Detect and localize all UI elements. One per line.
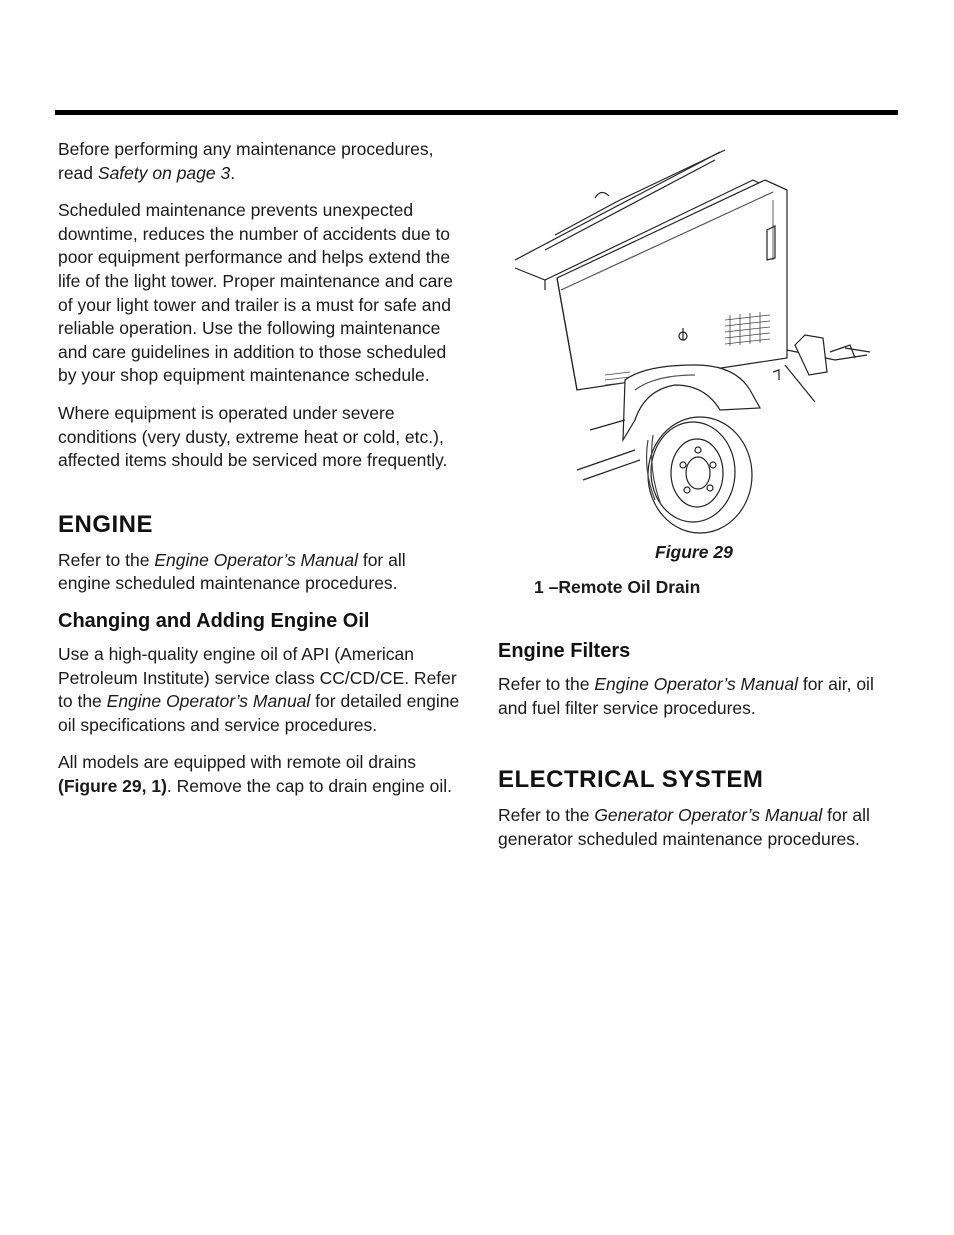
filters-text: Refer to the <box>498 674 595 694</box>
electrical-text-end: for all generator scheduled maintenance procedures. <box>498 805 870 849</box>
electrical-section <box>498 766 903 865</box>
oil-manual-reference: Engine Operator’s Manual <box>106 691 311 712</box>
engine-heading: ENGINE <box>58 510 154 538</box>
intro-paragraph-2: Scheduled maintenance prevents unexpected downtime, reduces the number of accidents due to poor equipment performance and helps extend the life of the light tower. Proper maintenance and care of your light tower and trailer is a must for safe and reliable operation. Use the following maintenance and care guidelines in addition to those scheduled by your shop equipment maintenance schedule. <box>58 200 453 386</box>
left-column <box>58 138 463 812</box>
engine-text: Refer to the <box>58 549 155 570</box>
safety-reference: Safety on page 3 <box>97 162 231 183</box>
figure-caption: Figure 29 <box>655 542 733 562</box>
generator-manual-reference: Generator Operator’s Manual <box>594 805 823 825</box>
header-rule <box>55 110 898 115</box>
filters-manual-reference: Engine Operator’s Manual <box>594 674 798 694</box>
figure-reference: (Figure 29, 1) <box>58 775 167 796</box>
intro-paragraph-1 <box>58 138 463 185</box>
electrical-paragraph <box>498 804 903 851</box>
drain-text-end: . Remove the cap to drain engine oil. <box>166 775 452 796</box>
oil-paragraph-2 <box>58 751 463 798</box>
figure-legend: 1 –Remote Oil Drain <box>534 577 701 597</box>
filters-section <box>498 640 903 734</box>
oil-paragraph-1 <box>58 643 463 737</box>
oil-text-end: for detailed engine oil specifications and service procedures. <box>58 691 460 735</box>
filters-paragraph <box>498 673 903 720</box>
intro-text: Before performing any maintenance procedures, read <box>58 139 434 183</box>
filters-heading: Engine Filters <box>498 640 631 662</box>
drain-text: All models are equipped with remote oil drains <box>58 752 416 773</box>
intro-text-end: . <box>230 162 236 183</box>
electrical-heading: ELECTRICAL SYSTEM <box>498 766 764 793</box>
trailer-light-tower-figure <box>505 140 885 535</box>
engine-manual-reference: Engine Operator’s Manual <box>154 549 358 570</box>
engine-paragraph <box>58 549 463 596</box>
trailer-illustration <box>505 140 885 535</box>
electrical-text: Refer to the <box>498 805 595 825</box>
intro-paragraph-3: Where equipment is operated under severe conditions (very dusty, extreme heat or cold, etc.), affected items should be serviced more frequently. <box>58 402 448 471</box>
oil-heading: Changing and Adding Engine Oil <box>58 609 370 632</box>
engine-text-end: for all engine scheduled maintenance procedures. <box>58 549 406 594</box>
oil-text: Use a high-quality engine oil of API (American Petroleum Institute) service class CC/CD/CE. Refer to the <box>58 643 457 712</box>
filters-text-end: for air, oil and fuel filter service procedures. <box>498 674 874 718</box>
